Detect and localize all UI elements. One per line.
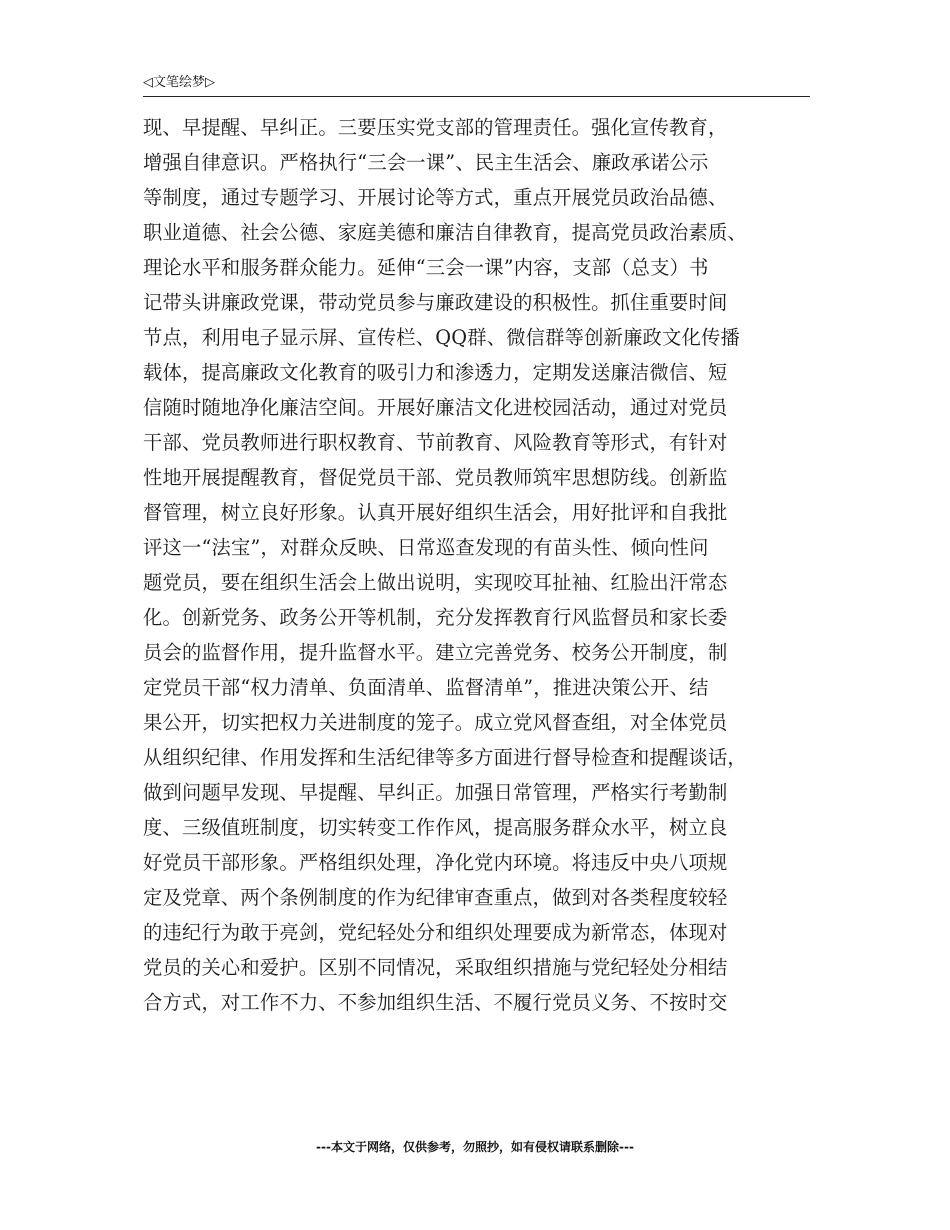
body-line: 记带头讲廉政党课，带动党员参与廉政建设的积极性。抓住重要时间	[143, 291, 728, 314]
body-line: 职业道德、社会公德、家庭美德和廉洁自律教育，提高党员政治素质、	[143, 221, 747, 244]
body-line: 载体，提高廉政文化教育的吸引力和渗透力，定期发送廉洁微信、短	[143, 361, 728, 384]
body-line: 题党员，要在组织生活会上做出说明，实现咬耳扯袖、红脸出汗常态	[143, 571, 728, 594]
body-line: 的违纪行为敢于亮剑，党纪轻处分和组织处理要成为新常态，体现对	[143, 921, 728, 944]
body-line: 从组织纪律、作用发挥和生活纪律等多方面进行督导检查和提醒谈话，	[143, 746, 747, 769]
body-line: 等制度，通过专题学习、开展讨论等方式，重点开展党员政治品德、	[143, 186, 728, 209]
body-line: 理论水平和服务群众能力。延伸“三会一课”内容，支部（总支）书	[143, 256, 709, 279]
body-line: 员会的监督作用，提升监督水平。建立完善党务、校务公开制度，制	[143, 641, 728, 664]
body-line: 督管理，树立良好形象。认真开展好组织生活会，用好批评和自我批	[143, 501, 728, 524]
body-line: 干部、党员教师进行职权教育、节前教育、风险教育等形式，有针对	[143, 431, 728, 454]
document-body	[143, 110, 810, 1020]
body-line: 评这一“法宝”，对群众反映、日常巡查发现的有苗头性、倾向性问	[143, 536, 709, 559]
body-line: 好党员干部形象。严格组织处理，净化党内环境。将违反中央八项规	[143, 851, 728, 874]
body-line: 信随时随地净化廉洁空间。开展好廉洁文化进校园活动，通过对党员	[143, 396, 728, 419]
body-line: 节点，利用电子显示屏、宣传栏、QQ群、微信群等创新廉政文化传播	[143, 326, 740, 349]
header-title: ◁文笔绘梦▷	[143, 75, 215, 90]
body-line: 合方式，对工作不力、不参加组织生活、不履行党员义务、不按时交	[143, 991, 728, 1014]
page-header	[143, 74, 810, 97]
body-line: 度、三级值班制度，切实转变工作作风，提高服务群众水平，树立良	[143, 816, 728, 839]
body-line: 定党员干部“权力清单、负面清单、监督清单”，推进决策公开、结	[143, 676, 709, 699]
body-line: 果公开，切实把权力关进制度的笼子。成立党风督查组，对全体党员	[143, 711, 728, 734]
body-line: 性地开展提醒教育，督促党员干部、党员教师筑牢思想防线。创新监	[143, 466, 728, 489]
body-line: 增强自律意识。严格执行“三会一课”、民主生活会、廉政承诺公示	[143, 151, 709, 174]
page-footer-notice: ---本文于网络，仅供参考，勿照抄，如有侵权请联系删除---	[316, 1140, 634, 1154]
body-line: 定及党章、两个条例制度的作为纪律审查重点，做到对各类程度较轻	[143, 886, 728, 909]
body-line: 化。创新党务、政务公开等机制，充分发挥教育行风监督员和家长委	[143, 606, 728, 629]
body-line: 现、早提醒、早纠正。三要压实党支部的管理责任。强化宣传教育，	[143, 116, 728, 139]
body-line: 党员的关心和爱护。区别不同情况，采取组织措施与党纪轻处分相结	[143, 956, 728, 979]
body-line: 做到问题早发现、早提醒、早纠正。加强日常管理，严格实行考勤制	[143, 781, 728, 804]
